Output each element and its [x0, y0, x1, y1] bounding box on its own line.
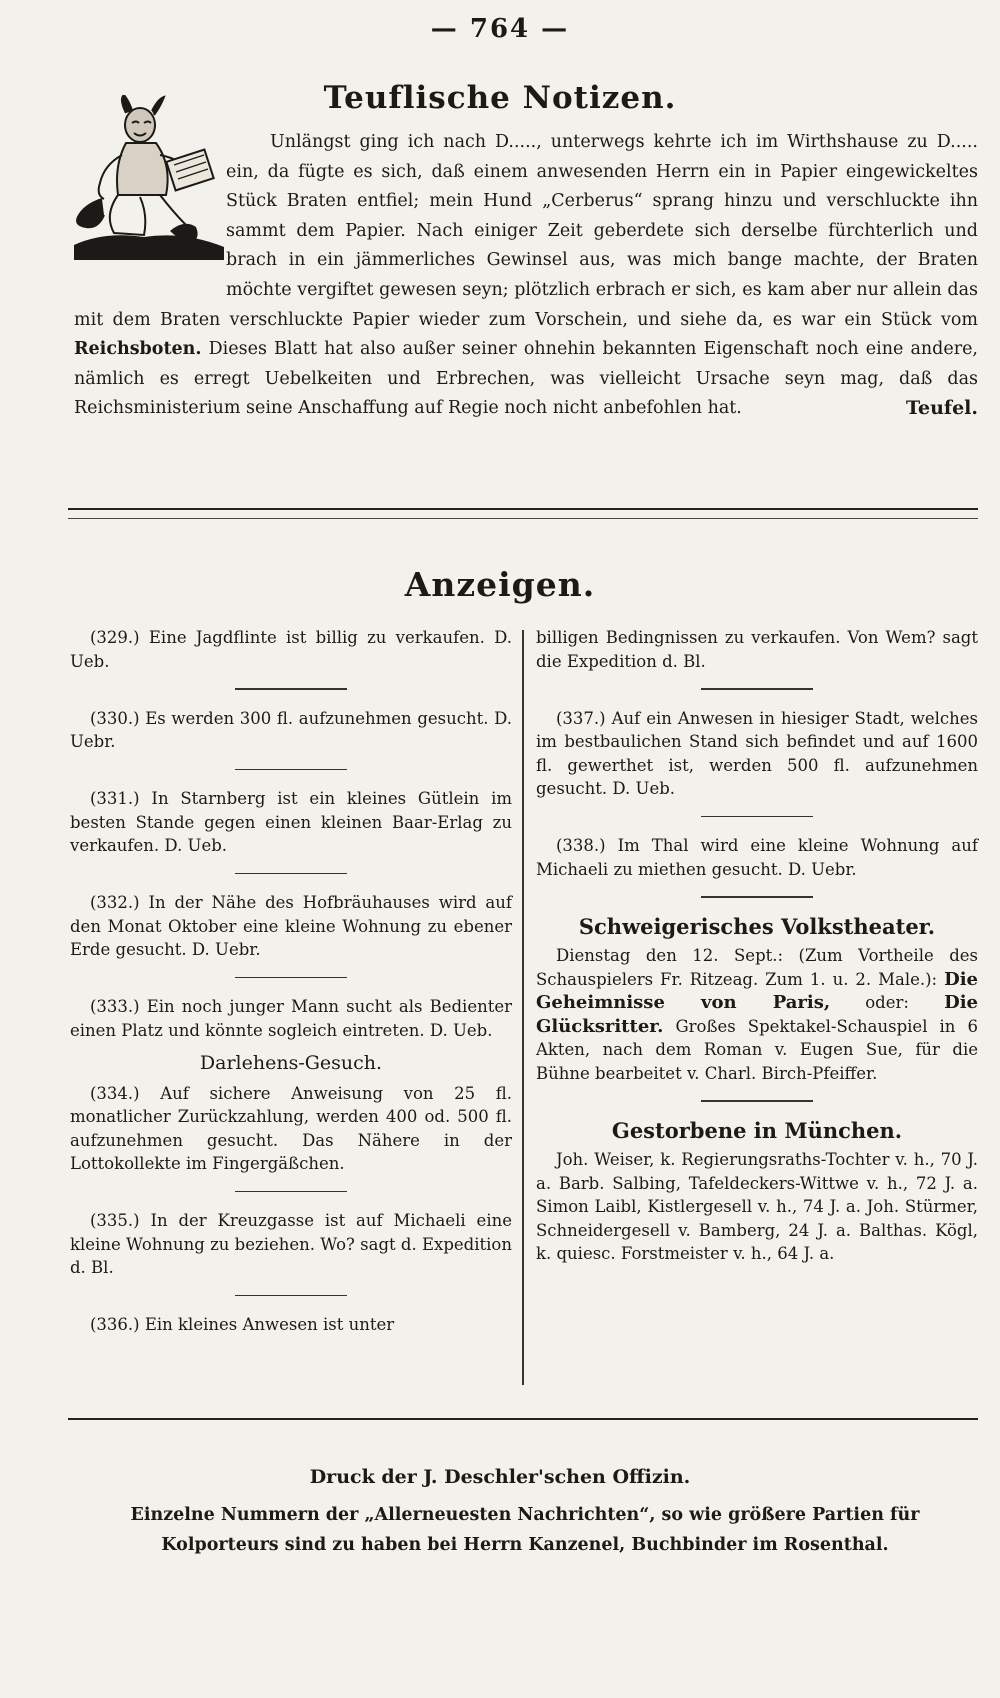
ad-separator [235, 688, 347, 690]
ad-336: (336.) Ein kleines Anwesen ist unter [90, 1315, 395, 1334]
ad-separator [235, 977, 347, 979]
ad-separator [701, 688, 813, 690]
ad-separator [235, 1295, 347, 1297]
ad-334: (334.) Auf sichere Anweisung von 25 fl. monatlicher Zurückzahlung, werden 400 od. 500 fl. aufzunehmen gesucht. Das Nähere in der Lottokollekte im Fingergäßchen. [70, 1083, 512, 1173]
ad-separator [235, 1191, 347, 1193]
section-title-teuflische-notizen: Teuflische Notizen. [323, 80, 677, 116]
ad-separator [701, 816, 813, 818]
ad-separator [701, 1100, 813, 1102]
footer-divider [68, 1418, 978, 1420]
ad-333: (333.) Ein noch junger Mann sucht als Bedienter einen Platz und könnte sogleich eintreten. D. Ueb. [70, 997, 512, 1040]
ad-335: (335.) In der Kreuzgasse ist auf Michaeli eine kleine Wohnung zu beziehen. Wo? sagt d. Expedition d. Bl. [70, 1211, 512, 1277]
ad-separator [235, 873, 347, 875]
gestorbene-list: Joh. Weiser, k. Regierungsraths-Tochter v. h., 70 J. a. Barb. Salbing, Tafeldeckers-Wittwe v. h., 72 J. a. Simon Laibl, Kistlergesell v. h., 74 J. a. Joh. Stürmer, Schneidergesell v. Bamberg, 24 J. a. Balthas. Kögl, k. quiesc. Forstmeister v. h., 64 J. a. [536, 1150, 978, 1263]
reichsboten-bold: Reichsboten. [74, 339, 202, 360]
ad-337: (337.) Auf ein Anwesen in hiesiger Stadt, welches im bestbaulichen Stand sich befindet und auf 1600 fl. gewerthet ist, werden 500 fl. aufzunehmen gesucht. D. Ueb. [536, 708, 978, 798]
ad-338: (338.) Im Thal wird eine kleine Wohnung auf Michaeli zu miethen gesucht. D. Uebr. [536, 836, 978, 879]
ad-331: (331.) In Starnberg ist ein kleines Gütlein im besten Stande gegen einen kleinen Baar-Erlag zu verkaufen. D. Ueb. [70, 789, 512, 855]
column-rule [522, 630, 524, 1385]
theater-announcement: Dienstag den 12. Sept.: (Zum Vortheile des Schauspielers Fr. Ritzeag. Zum 1. u. 2. Male.): Die Geheimnisse von Paris, oder: Die Glücksritter. Großes Spektakel-Schauspiel in 6 Akten, nach dem Roman v. Eugen Sue, für die Bühne bearbeitet v. Charl. Birch-Pfeiffer. [536, 946, 979, 1083]
darlehens-gesuch-heading: Darlehens-Gesuch. [199, 1052, 383, 1074]
printer-imprint: Druck der J. Deschler'schen Offizin. [309, 1466, 691, 1488]
distribution-note: Einzelne Nummern der „Allerneuesten Nachrichten“, so wie größere Partien für Kolporteurs sind zu haben bei Herrn Kanzenel, Buchbinder im Rosenthal. [130, 1505, 920, 1555]
ad-separator [235, 769, 347, 771]
ad-336-continued: billigen Bedingnissen zu verkaufen. Von Wem? sagt die Expedition d. Bl. [536, 628, 978, 671]
ad-separator [701, 896, 813, 898]
section-title-anzeigen: Anzeigen. [404, 565, 596, 604]
signature-teufel: Teufel. [906, 397, 978, 420]
teufel-text-part-1: Unlängst ging ich nach D....., unterwegs kehrte ich im Wirthshause zu D..... ein, da fügte es sich, daß einem anwesenden Herrn ein in Papier eingewickeltes Stück Braten entfiel; mein Hund „Cerberus“ sprang hinzu und verschluckte ihn sammt dem Papier. Nach einiger Zeit geberdete sich derselbe fürchterlich und brach in ein jämmerliches Gewinsel aus, was mich bange machte, der Braten möchte vergiftet gewesen seyn; plötzlich erbrach er sich, es kam aber nur allein das mit dem Braten verschluckte Papier wieder zum Vorschein, und siehe da, es war ein Stück vom [74, 132, 978, 330]
page-number: — 764 — [430, 14, 570, 44]
teuflische-notizen-text [74, 128, 978, 424]
ad-329: (329.) Eine Jagdflinte ist billig zu verkaufen. D. Ueb. [70, 628, 512, 671]
section-divider-double [68, 508, 978, 519]
left-column [70, 626, 512, 1337]
right-column [536, 626, 978, 1266]
play-title: Die Geheimnisse von Paris, [536, 968, 978, 1013]
ad-332: (332.) In der Nähe des Hofbräuhauses wird auf den Monat Oktober eine kleine Wohnung zu ebener Erde gesucht. D. Uebr. [70, 893, 512, 959]
theater-heading: Schweigerisches Volkstheater. [578, 913, 936, 939]
ad-330: (330.) Es werden 300 fl. aufzunehmen gesucht. D. Uebr. [70, 708, 512, 751]
play-subtitle: Die Glücksritter. [536, 992, 978, 1037]
teufel-text-part-2: Dieses Blatt hat also außer seiner ohnehin bekannten Eigenschaft noch eine andere, nämlich es erregt Uebelkeiten und Erbrechen, was vielleicht Ursache seyn mag, daß das Reichsministerium seine Anschaffung auf Regie noch nicht anbefohlen hat. [74, 339, 978, 419]
gestorbene-heading: Gestorbene in München. [611, 1117, 903, 1143]
